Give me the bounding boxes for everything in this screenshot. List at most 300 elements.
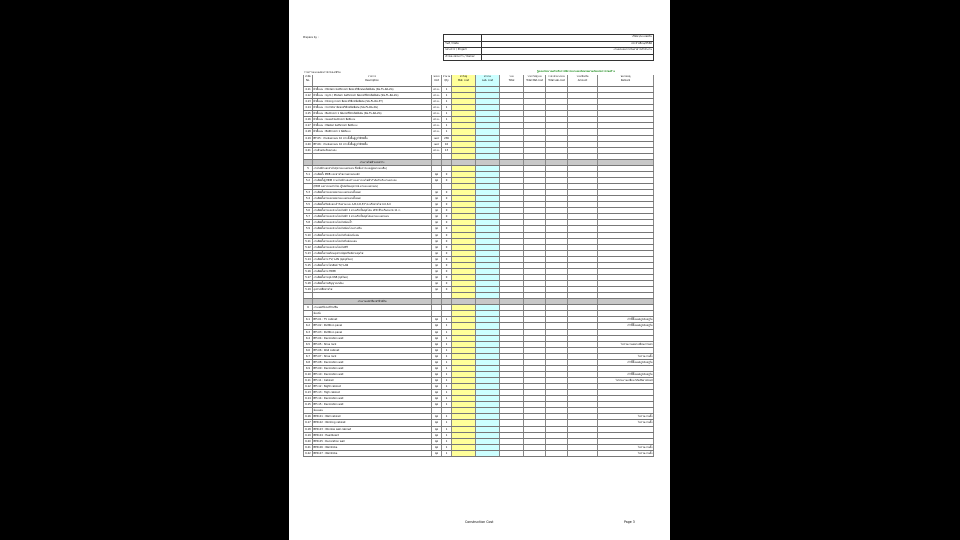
table-cell [452,287,476,292]
table-cell [500,451,524,456]
prepared-by-label: Prepare by : [303,36,319,39]
table-cell [524,336,546,341]
table-cell [524,299,546,304]
table-cell [568,239,598,244]
header-box-label: เจ้าของโครงการ / Owner [444,55,482,61]
table-cell [524,390,546,395]
table-cell [476,263,500,268]
cell-unit: จุด [432,239,442,244]
cell-qty: 0 [442,281,452,286]
cell-unit: ชุด [432,390,442,395]
cell-no [303,154,313,159]
table-cell [568,93,598,98]
cell-desc: งานติดตั้งสวิตช์และเต้ารับตามแบบ A,B,C,D,E,F,G หรือสายไฟ 4.0,6.0 [313,202,432,207]
table-cell [500,123,524,128]
cell-remark [598,184,654,189]
table-cell [546,311,568,316]
column-header [568,75,598,86]
cell-no: 4.12 [303,93,313,98]
table-cell [568,281,598,286]
cell-no: 6.14 [303,396,313,401]
cell-unit: จุด [432,196,442,201]
table-cell [546,287,568,292]
cell-desc: งานติดตั้งสายและดวงโคมไฟทีวี [313,245,432,250]
table-cell [452,263,476,268]
cell-unit: จุด [432,281,442,286]
table-cell [568,172,598,177]
table-cell [546,348,568,353]
table-cell [568,360,598,365]
table-cell [568,220,598,225]
table-cell [500,287,524,292]
cell-remark [598,275,654,280]
cell-desc [313,293,432,298]
cell-no: 6.12 [303,384,313,389]
table-cell [452,220,476,225]
table-cell [546,233,568,238]
table-cell [476,305,500,310]
cell-unit: ชุด [432,336,442,341]
table-cell [524,330,546,335]
cell-remark [598,427,654,432]
table-cell [452,208,476,213]
table-cell [500,196,524,201]
table-cell [524,239,546,244]
cell-qty: 1 [442,445,452,450]
cell-qty: 1 [442,336,452,341]
cell-unit [432,293,442,298]
table-cell [452,257,476,262]
cell-no: 5 [303,166,313,171]
cell-unit: จุด [432,220,442,225]
column-header-th: ค่าแรง [484,75,491,78]
cell-qty [442,311,452,316]
footer-title: Construction Cost [465,520,494,524]
cell-unit: ชุด [432,439,442,444]
cell-qty: 1 [442,330,452,335]
cell-remark [598,287,654,292]
table-cell [500,87,524,92]
table-cell [568,311,598,316]
cell-unit [432,166,442,171]
cell-no: 6.3 [303,330,313,335]
cell-remark [598,402,654,407]
table-cell [452,148,476,153]
cell-no: 5.17 [303,275,313,280]
cell-unit [432,184,442,189]
cell-no: 4.19 [303,136,313,141]
cell-qty: 1 [442,414,452,419]
cell-unit: ชุด [432,330,442,335]
cell-unit: ตร.ม. [432,93,442,98]
table-cell [500,202,524,207]
table-cell [476,402,500,407]
table-cell [524,433,546,438]
cell-no: 6.17 [303,420,313,425]
cell-desc: งานติดตั้งสายจุด USB (ชุดใหม่) [313,275,432,280]
table-cell [524,184,546,189]
cell-no: 6.16 [303,414,313,419]
table-cell [524,354,546,359]
cell-remark: เก้าอี้ทั้งหมดถูกนับอยู่ใน [598,360,654,365]
cell-remark [598,172,654,177]
table-cell [500,378,524,383]
table-cell [476,408,500,413]
cell-remark [598,226,654,231]
cell-qty: 16 [442,142,452,147]
header-box-row [443,34,654,42]
cell-desc: งานติดตั้งสายสัญญาณกล้อง [313,281,432,286]
table-cell [546,105,568,110]
table-cell [568,275,598,280]
table-cell [568,160,598,165]
table-cell [524,172,546,177]
table-cell [546,160,568,165]
table-cell [476,378,500,383]
table-cell [524,117,546,122]
table-cell [500,420,524,425]
table-cell [568,378,598,383]
table-cell [568,420,598,425]
cell-qty: 0 [442,214,452,219]
cell-remark: ไม่รวมงานตั้ง [598,354,654,359]
column-header-th: ราคาวัสดุรวม [527,75,542,78]
table-cell [500,251,524,256]
table-cell [500,148,524,153]
cell-no: 5.9 [303,226,313,231]
table-cell [546,317,568,322]
cell-no: 6.11 [303,378,313,383]
table-cell [452,360,476,365]
table-cell [442,299,452,304]
cell-qty: 0 [442,269,452,274]
table-cell [568,263,598,268]
cell-desc: งานติดตั้งสาย TV/ LAN (ชุดจุดใหม่) [313,257,432,262]
table-cell [476,366,500,371]
cell-no: 5.18 [303,281,313,286]
table-cell [568,439,598,444]
cell-remark [598,257,654,262]
cell-unit: ชุด [432,172,442,177]
cell-remark [598,245,654,250]
cell-no: 5.19 [303,287,313,292]
table-cell [524,142,546,147]
table-cell [546,148,568,153]
cell-remark [598,178,654,183]
budget-note: รู้ดงบประมาณสำหรับการพิจารณาและเงื่อนไขตามเงื่อนไขการก่อสร้าง [537,70,616,73]
table-cell [500,366,524,371]
cell-desc: อุปกรณ์ยึดสายไฟ [313,287,432,292]
table-cell [546,263,568,268]
table-cell [546,251,568,256]
table-cell [452,105,476,110]
table-cell [546,184,568,189]
table-cell [546,220,568,225]
table-cell [568,414,598,419]
cell-qty: 1 [442,366,452,371]
table-cell [500,311,524,316]
table-cell [546,245,568,250]
table-cell [452,323,476,328]
table-cell [524,245,546,250]
table-cell [546,396,568,401]
cell-unit: จุด [432,245,442,250]
table-cell [546,402,568,407]
table-cell [524,439,546,444]
cell-qty: 1 [442,111,452,116]
sheet-title: รายการแบบแสดงราคาของเฟิร์น [304,71,341,74]
table-cell [452,390,476,395]
table-cell [546,154,568,159]
table-cell [568,245,598,250]
cell-no: 6.5 [303,342,313,347]
table-cell [476,87,500,92]
cell-no: 6.4 [303,336,313,341]
table-cell [452,111,476,116]
cell-remark [598,330,654,335]
cell-unit: ตร.ม. [432,123,442,128]
table-cell [476,451,500,456]
header-box-value [482,55,653,61]
table-cell [500,269,524,274]
table-cell [568,214,598,219]
table-cell [524,427,546,432]
table-cell [452,414,476,419]
cell-qty: 0 [442,251,452,256]
table-cell [476,142,500,147]
table-cell [500,396,524,401]
cell-remark [598,233,654,238]
cell-desc: ผิวพื้นบน : Bathroom 1 ฉีดสีแบบ [313,129,432,134]
cell-remark [598,148,654,153]
cell-desc: BFI-08 : Decoration wall [313,360,432,365]
table-cell [568,445,598,450]
table-cell [500,408,524,413]
table-cell [524,226,546,231]
cell-no: 6.18 [303,427,313,432]
table-cell [476,251,500,256]
table-cell [524,129,546,134]
cell-desc: BED-03 : Window wall cabinet [313,427,432,432]
table-cell [568,451,598,456]
cell-qty: 1 [442,420,452,425]
cell-remark [598,129,654,134]
header-box-value: บริษัทฯ/แบบฟอร์ม [631,35,652,38]
table-cell [546,208,568,213]
table-cell [500,142,524,147]
cell-desc: ผิวพื้นบน : Corridor ฉีดอะคริลิกชนิดพิเศษ (SG-FL-RA-2G) [313,105,432,110]
cell-remark [598,196,654,201]
project-header-box [443,34,654,61]
table-cell [598,160,654,165]
cell-unit: ตร.ม. [432,105,442,110]
cell-qty: 1 [442,117,452,122]
page-number: Page 3 [624,520,635,524]
table-cell [500,172,524,177]
cell-desc: BED-02 : Working cabinet [313,420,432,425]
table-cell [546,87,568,92]
table-cell [546,360,568,365]
table-cell [500,372,524,377]
cell-remark [598,390,654,395]
cell-unit: จุด [432,208,442,213]
cell-qty: 1 [442,360,452,365]
table-cell [546,275,568,280]
cell-qty: 1 [442,129,452,134]
cell-remark [598,348,654,353]
table-cell [452,384,476,389]
table-cell [452,445,476,450]
table-cell [524,408,546,413]
table-cell [476,414,500,419]
cell-desc: BFI-09 : Decoration wall [313,366,432,371]
cell-desc: BF-05 : บัวผนังตกแต่ง 10 cm.ทั้งพื้นผู้ถูกใช้จัดพื้น [313,136,432,141]
table-cell [546,129,568,134]
table-cell [546,99,568,104]
cell-unit: ชุด [432,178,442,183]
cell-qty: 0 [442,208,452,213]
table-cell [546,451,568,456]
table-cell [476,239,500,244]
table-cell [476,105,500,110]
table-cell [476,275,500,280]
cell-qty: 1 [442,93,452,98]
table-cell [524,136,546,141]
cell-unit: ตร.ม. [432,148,442,153]
cell-unit: จุด [432,190,442,195]
table-cell [476,269,500,274]
cell-desc: BFI-06 : Wall cabinet [313,348,432,353]
cell-qty: 0 [442,226,452,231]
table-cell [452,178,476,183]
table-cell [452,226,476,231]
cell-desc: งานผิวผนังเชิงตกแต่ง [313,148,432,153]
cell-desc: งานติดตั้งสายและดวงโคมไฟห้องน้ำ [313,220,432,225]
table-cell [546,226,568,231]
table-cell [546,281,568,286]
table-cell [568,226,598,231]
table-cell [452,172,476,177]
cell-qty: 1 [442,384,452,389]
cell-qty: 236 [442,136,452,141]
table-cell [568,208,598,213]
table-cell [500,439,524,444]
table-cell [452,354,476,359]
cell-no: 6 [303,305,313,310]
cell-no [303,293,313,298]
table-cell [476,336,500,341]
cell-unit: ชุด [432,317,442,322]
cell-desc: งานติดตั้งสายและดวงโคมไฟฟ้า 1 ดวงหรือเป็นชุดโคม LED ที่ไม่เกินขนาด 11 ก. [313,208,432,213]
cell-no: 4.16 [303,117,313,122]
table-cell [524,160,546,165]
cell-qty [442,154,452,159]
header-box-row [443,48,654,55]
table-cell [476,166,500,171]
cell-no [303,311,313,316]
table-cell [546,299,568,304]
table-cell [452,202,476,207]
table-cell [568,354,598,359]
table-cell [546,433,568,438]
table-cell [476,123,500,128]
table-cell [452,136,476,141]
table-cell [500,330,524,335]
column-header-th: ค่าวัสดุ [459,75,468,78]
cell-qty: 0 [442,263,452,268]
table-cell [452,336,476,341]
cell-unit: จุด [432,263,442,268]
table-cell [546,269,568,274]
table-cell [500,214,524,219]
table-cell [568,402,598,407]
cell-qty: 1 [442,439,452,444]
column-header [598,75,654,86]
table-cell [568,336,598,341]
table-cell [546,196,568,201]
table-cell [524,396,546,401]
cell-desc: BFI-05 : Shoe rack [313,342,432,347]
cell-no: 4.18 [303,129,313,134]
table-cell [546,142,568,147]
cell-qty: 0 [442,220,452,225]
header-box-row [443,55,654,62]
cell-unit: ตร.ม. [432,87,442,92]
table-cell [524,178,546,183]
table-cell [546,420,568,425]
cell-no: 4.14 [303,105,313,110]
cell-no: 6.20 [303,439,313,444]
table-cell [476,154,500,159]
cell-unit: ชุด [432,384,442,389]
cell-no: 6.19 [303,433,313,438]
table-cell [568,299,598,304]
cell-qty: 0 [442,233,452,238]
table-cell [500,263,524,268]
column-header-th: หน่วย [433,75,440,78]
cell-qty: 0 [442,190,452,195]
cell-remark: เก้าอี้ทั้งหมดถูกนับอยู่ใน [598,372,654,377]
table-cell [524,342,546,347]
column-header [452,75,476,86]
cell-unit: ชุด [432,366,442,371]
cell-remark: ไม่รวมงานตั้ง [598,451,654,456]
cell-desc: BFI-14 : Decoration wall [313,396,432,401]
cell-no: 5.13 [303,251,313,256]
cell-unit: ชุด [432,354,442,359]
table-cell [500,427,524,432]
table-cell [524,287,546,292]
table-cell [500,445,524,450]
cell-qty: 0 [442,275,452,280]
column-header-th: ราคาค่าแรงรวม [548,75,565,78]
table-cell [524,384,546,389]
cell-desc: BFI-15 : Decoration wall [313,402,432,407]
cell-no: 6.6 [303,348,313,353]
table-cell [524,202,546,207]
table-cell [476,184,500,189]
table-cell [546,372,568,377]
table-cell [524,263,546,268]
cell-qty: 1 [442,354,452,359]
table-cell [476,129,500,134]
cell-no: 5.15 [303,263,313,268]
cell-unit: จุด [432,202,442,207]
cell-no: 5.7 [303,214,313,219]
cell-qty [442,166,452,171]
cell-no: 5.5 [303,202,313,207]
table-cell [476,372,500,377]
